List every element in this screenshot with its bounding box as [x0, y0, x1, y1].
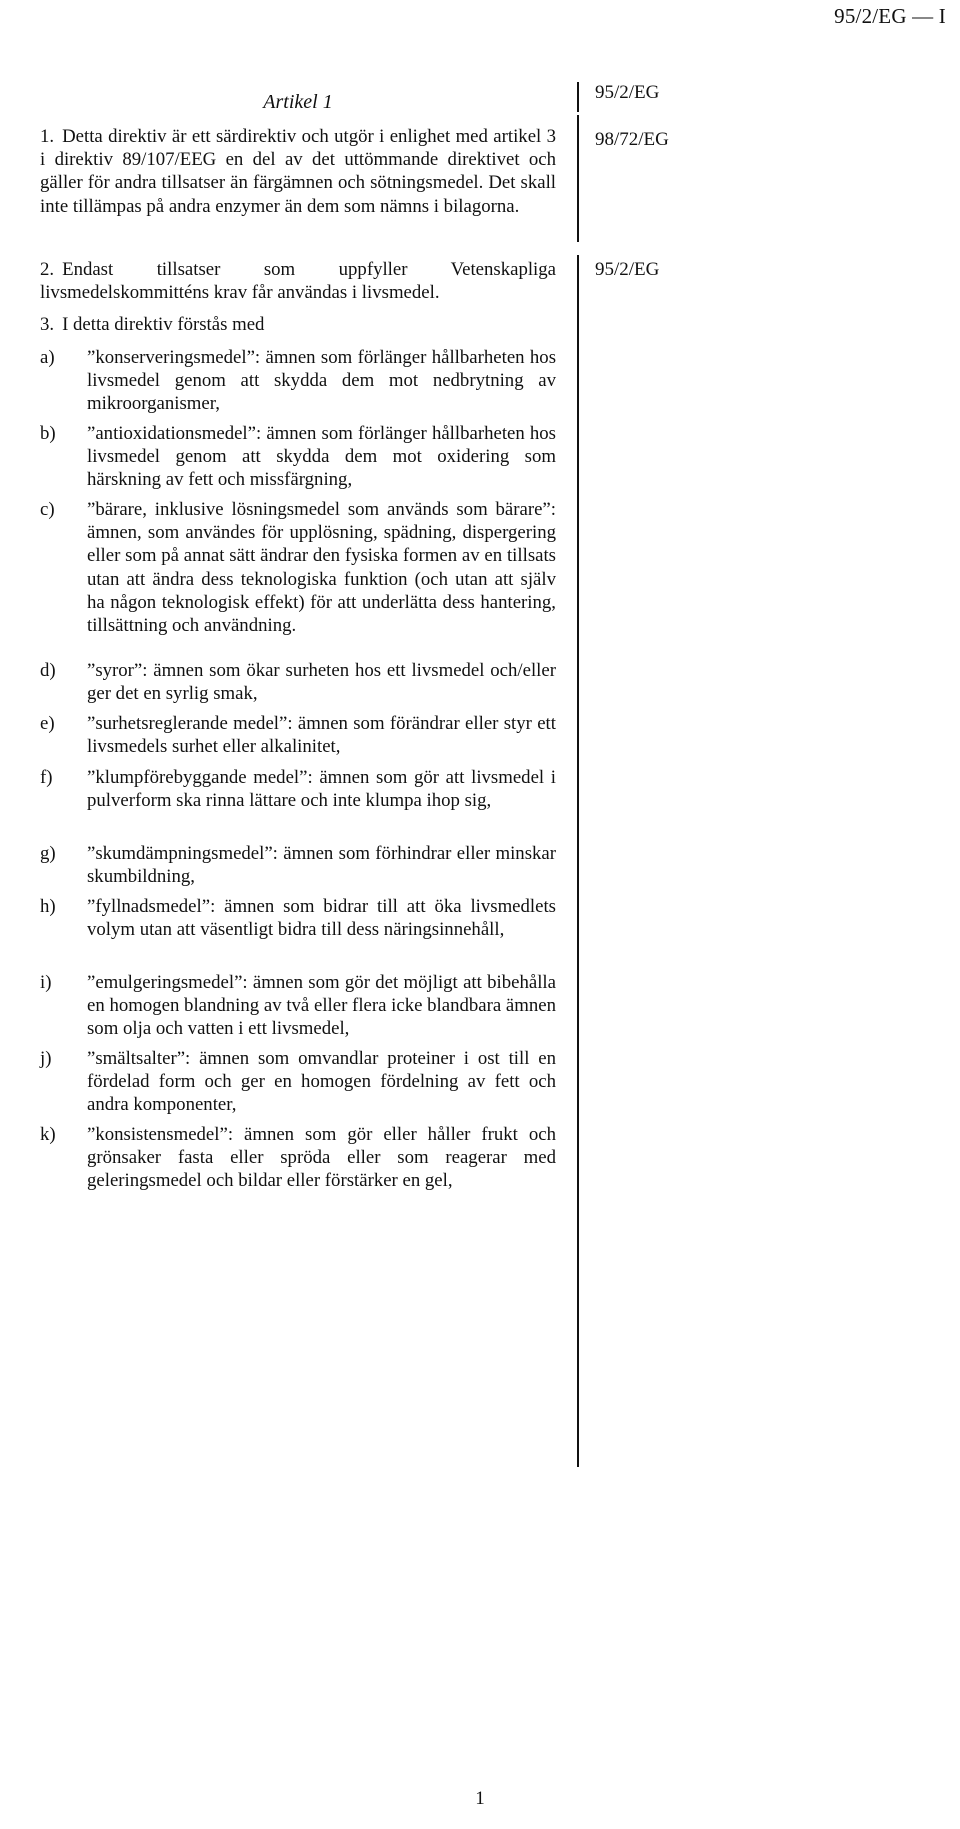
definition-text: ”konserveringsmedel”: ämnen som förlänger hållbarheten hos livsmedel genom att skydda dem mot nedbrytning av mikroorganismer, [87, 347, 556, 415]
margin-reference: 95/2/EG [595, 82, 660, 103]
definition-item-g [40, 842, 556, 888]
definition-item-k [40, 1123, 556, 1193]
definition-text: ”fyllnadsmedel”: ämnen som bidrar till att öka livsmedlets volym utan att väsentligt bidra till dess näringsinnehåll, [87, 896, 556, 941]
definition-text: ”bärare, inklusive lösningsmedel som används som bärare”: ämnen, som användes för upplösning, spädning, dispergering eller som på annat sätt ändrar den fysiska formen av en tillsats utan att ändra dess teknologiska funktion (och utan att själv ha någon teknologisk effekt) för att underlätta dess hantering, tillsättning och användning. [87, 499, 556, 637]
definition-letter: e) [40, 713, 55, 734]
margin-reference: 95/2/EG [595, 259, 660, 280]
paragraph-number: 1. [40, 126, 55, 147]
paragraph-1 [40, 125, 556, 218]
definition-item-f [40, 766, 556, 812]
paragraph-3 [40, 313, 556, 336]
paragraph-2 [40, 258, 556, 304]
definition-item-c [40, 498, 556, 637]
definition-text: ”syror”: ämnen som ökar surheten hos ett livsmedel och/eller ger det en syrlig smak, [87, 660, 556, 705]
definition-letter: j) [40, 1048, 52, 1069]
definition-item-j [40, 1047, 556, 1117]
definition-letter: i) [40, 972, 52, 993]
definition-item-b [40, 422, 556, 492]
definition-text: ”antioxidationsmedel”: ämnen som förlänger hållbarheten hos livsmedel genom att skydda dem mot oxidering som härskning av fett och missfärgning, [87, 423, 556, 491]
definition-letter: g) [40, 843, 56, 864]
paragraph-text: Detta direktiv är ett särdirektiv och utgör i enlighet med artikel 3 i direktiv 89/107/EEG en del av det uttömmande direktivet och gäller för andra tillsatser än färgämnen och sötningsmedel. Det skall inte tillämpas på andra enzymer än dem som nämns i bilagorna. [40, 126, 556, 217]
margin-bar-3 [577, 255, 579, 1467]
definition-item-a [40, 346, 556, 416]
definition-text: ”smältsalter”: ämnen som omvandlar proteiner i ost till en fördelad form och ger en homogen fördelning av fett och andra komponenter, [87, 1048, 556, 1116]
definition-letter: h) [40, 896, 56, 917]
definition-item-i [40, 971, 556, 1041]
definition-letter: k) [40, 1124, 56, 1145]
page-number: 1 [475, 1788, 485, 1809]
paragraph-text: Endast tillsatser som uppfyller Vetenskapliga livsmedelskommitténs krav får användas i livsmedel. [40, 259, 556, 304]
margin-bar-1 [577, 82, 579, 112]
definition-item-h [40, 895, 556, 941]
document-reference-header: 95/2/EG — I [834, 4, 946, 28]
paragraph-number: 3. [40, 314, 55, 335]
paragraph-number: 2. [40, 259, 55, 280]
definition-item-e [40, 712, 556, 758]
margin-reference: 98/72/EG [595, 129, 669, 150]
definition-letter: c) [40, 499, 55, 520]
definition-letter: d) [40, 660, 56, 681]
definition-letter: a) [40, 347, 55, 368]
definition-text: ”surhetsreglerande medel”: ämnen som förändrar eller styr ett livsmedels surhet eller alkalinitet, [87, 713, 556, 758]
definition-letter: f) [40, 767, 53, 788]
paragraph-text: I detta direktiv förstås med [62, 314, 265, 335]
definition-text: ”emulgeringsmedel”: ämnen som gör det möjligt att bibehålla en homogen blandning av två eller flera icke blandbara ämnen som olja och vatten i ett livsmedel, [87, 972, 556, 1040]
definition-letter: b) [40, 423, 56, 444]
definition-text: ”klumpförebyggande medel”: ämnen som gör att livsmedel i pulverform ska rinna lättare och inte klumpa ihop sig, [87, 767, 556, 812]
definition-text: ”konsistensmedel”: ämnen som gör eller håller frukt och grönsaker fasta eller spröda eller som reagerar med geleringsmedel och bildar eller förstärker en gel, [87, 1124, 556, 1192]
definition-item-d [40, 659, 556, 705]
article-title: Artikel 1 [263, 91, 333, 113]
definition-text: ”skumdämpningsmedel”: ämnen som förhindrar eller minskar skumbildning, [87, 843, 556, 888]
margin-bar-2 [577, 115, 579, 242]
